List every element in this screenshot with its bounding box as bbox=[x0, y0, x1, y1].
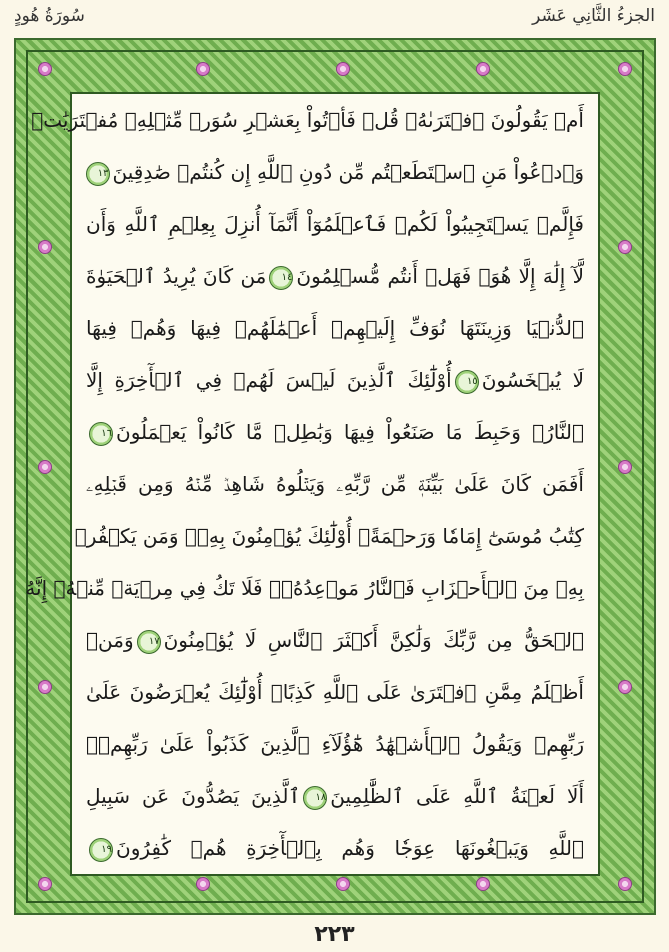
ayah-number-marker: ١٤ bbox=[269, 266, 293, 290]
verse-text: ٱلَّذِينَ يَصُدُّونَ عَن سَبِيلِ bbox=[86, 784, 301, 808]
rosette-ornament-icon bbox=[38, 240, 52, 254]
juz-title: الجزءُ الثَّانِي عَشَر bbox=[532, 6, 655, 26]
text-line bbox=[86, 406, 584, 458]
text-line bbox=[86, 666, 584, 718]
verse-text: فَإِلَّمۡ يَسۡتَجِيبُواْ لَكُمۡ فَٱعۡلَمُوٓاْ أَنَّمَآ أُنزِلَ بِعِلۡمِ ٱللَّهِ وَأَن bbox=[86, 212, 584, 236]
quran-text-panel bbox=[25, 92, 600, 876]
rosette-ornament-icon bbox=[196, 877, 210, 891]
text-line bbox=[86, 614, 584, 666]
rosette-ornament-icon bbox=[618, 62, 632, 76]
ayah-number-marker: ١٣ bbox=[86, 162, 110, 186]
verse-text: أَلَا لَعۡنَةُ ٱللَّهِ عَلَى ٱلظَّٰلِمِينَ bbox=[330, 784, 585, 808]
ayah-number-marker: ١٦ bbox=[89, 422, 113, 446]
text-line bbox=[86, 302, 584, 354]
rosette-ornament-icon bbox=[38, 460, 52, 474]
page-header bbox=[0, 0, 669, 38]
text-line bbox=[86, 250, 584, 302]
text-line bbox=[74, 510, 584, 562]
verse-text: أُوْلَٰٓئِكَ ٱلَّذِينَ لَيۡسَ لَهُمۡ فِي ٱلۡأٓخِرَةِ إِلَّا bbox=[86, 368, 452, 392]
rosette-ornament-icon bbox=[618, 877, 632, 891]
verse-text: لَّآ إِلَٰهَ إِلَّا هُوَۖ فَهَلۡ أَنتُم مُّسۡلِمُونَ bbox=[296, 264, 584, 288]
verse-text: مَن كَانَ يُرِيدُ ٱلۡحَيَوٰةَ bbox=[86, 264, 267, 288]
rosette-ornament-icon bbox=[38, 62, 52, 76]
rosette-ornament-icon bbox=[38, 877, 52, 891]
verse-text: رَبِّهِمۡ وَيَقُولُ ٱلۡأَشۡهَٰدُ هَٰٓؤُلَآءِ ٱلَّذِينَ كَذَبُواْ عَلَىٰ رَبِّهِمۡۚ bbox=[86, 732, 584, 756]
verse-text: وَمَنۡ bbox=[86, 628, 134, 652]
ayah-number-marker: ١٩ bbox=[89, 838, 113, 862]
rosette-ornament-icon bbox=[38, 680, 52, 694]
verse-text: أَمۡ يَقُولُونَ ٱفۡتَرَىٰهُۖ قُلۡ فَأۡتُواْ بِعَشۡرِ سُوَرٖ مِّثۡلِهِۦ مُفۡتَرَيَٰتٖ bbox=[31, 108, 584, 132]
verse-text: ٱللَّهِ وَيَبۡغُونَهَا عِوَجٗا وَهُم بِٱلۡأٓخِرَةِ هُمۡ كَٰفِرُونَ bbox=[116, 836, 584, 860]
text-line bbox=[86, 198, 584, 250]
verse-text: بِهِۦ مِنَ ٱلۡأَحۡزَابِ فَٱلنَّارُ مَوۡعِدُهُۥۚ فَلَا تَكُ فِي مِرۡيَةٖ مِّنۡهُۚ إِنَّهُ bbox=[25, 576, 584, 600]
rosette-ornament-icon bbox=[618, 680, 632, 694]
page-number: ٢٢٣ bbox=[314, 922, 355, 947]
verse-text: كِتَٰبُ مُوسَىٰٓ إِمَامٗا وَرَحۡمَةًۚ أُوْلَٰٓئِكَ يُؤۡمِنُونَ بِهِۦۚ وَمَن يَكۡفُرۡ bbox=[74, 524, 584, 548]
text-line bbox=[31, 94, 584, 146]
verse-text: أَظۡلَمُ مِمَّنِ ٱفۡتَرَىٰ عَلَى ٱللَّهِ كَذِبًاۚ أُوْلَٰٓئِكَ يُعۡرَضُونَ عَلَىٰ bbox=[86, 680, 584, 704]
text-line bbox=[86, 822, 584, 874]
verse-text: ٱلۡحَقُّ مِن رَّبِّكَ وَلَٰكِنَّ أَكۡثَرَ ٱلنَّاسِ لَا يُؤۡمِنُونَ bbox=[163, 628, 584, 652]
text-line bbox=[86, 718, 584, 770]
verse-text: ٱلدُّنۡيَا وَزِينَتَهَا نُوَفِّ إِلَيۡهِمۡ أَعۡمَٰلَهُمۡ فِيهَا وَهُمۡ فِيهَا bbox=[86, 316, 584, 340]
rosette-ornament-icon bbox=[618, 460, 632, 474]
text-line bbox=[86, 146, 584, 198]
ayah-number-marker: ١٨ bbox=[303, 786, 327, 810]
text-line bbox=[86, 458, 584, 510]
rosette-ornament-icon bbox=[336, 877, 350, 891]
verse-text: لَا يُبۡخَسُونَ bbox=[481, 368, 584, 392]
ayah-number-marker: ١٧ bbox=[137, 630, 161, 654]
rosette-ornament-icon bbox=[476, 62, 490, 76]
text-line bbox=[86, 354, 584, 406]
verse-text: أَفَمَن كَانَ عَلَىٰ بَيِّنَةٖ مِّن رَّبِّهِۦ وَيَتۡلُوهُ شَاهِدٞ مِّنۡهُ وَمِن قَبۡلِهِۦ bbox=[86, 472, 584, 496]
text-line bbox=[25, 562, 584, 614]
rosette-ornament-icon bbox=[336, 62, 350, 76]
rosette-ornament-icon bbox=[618, 240, 632, 254]
surah-title: سُورَةُ هُودٍ bbox=[14, 6, 85, 26]
rosette-ornament-icon bbox=[196, 62, 210, 76]
ayah-number-marker: ١٥ bbox=[455, 370, 479, 394]
text-line bbox=[86, 770, 584, 822]
verse-text: وَٱدۡعُواْ مَنِ ٱسۡتَطَعۡتُم مِّن دُونِ ٱللَّهِ إِن كُنتُمۡ صَٰدِقِينَ bbox=[112, 160, 584, 184]
rosette-ornament-icon bbox=[476, 877, 490, 891]
verse-text: ٱلنَّارُۖ وَحَبِطَ مَا صَنَعُواْ فِيهَا وَبَٰطِلٞ مَّا كَانُواْ يَعۡمَلُونَ bbox=[116, 420, 584, 444]
